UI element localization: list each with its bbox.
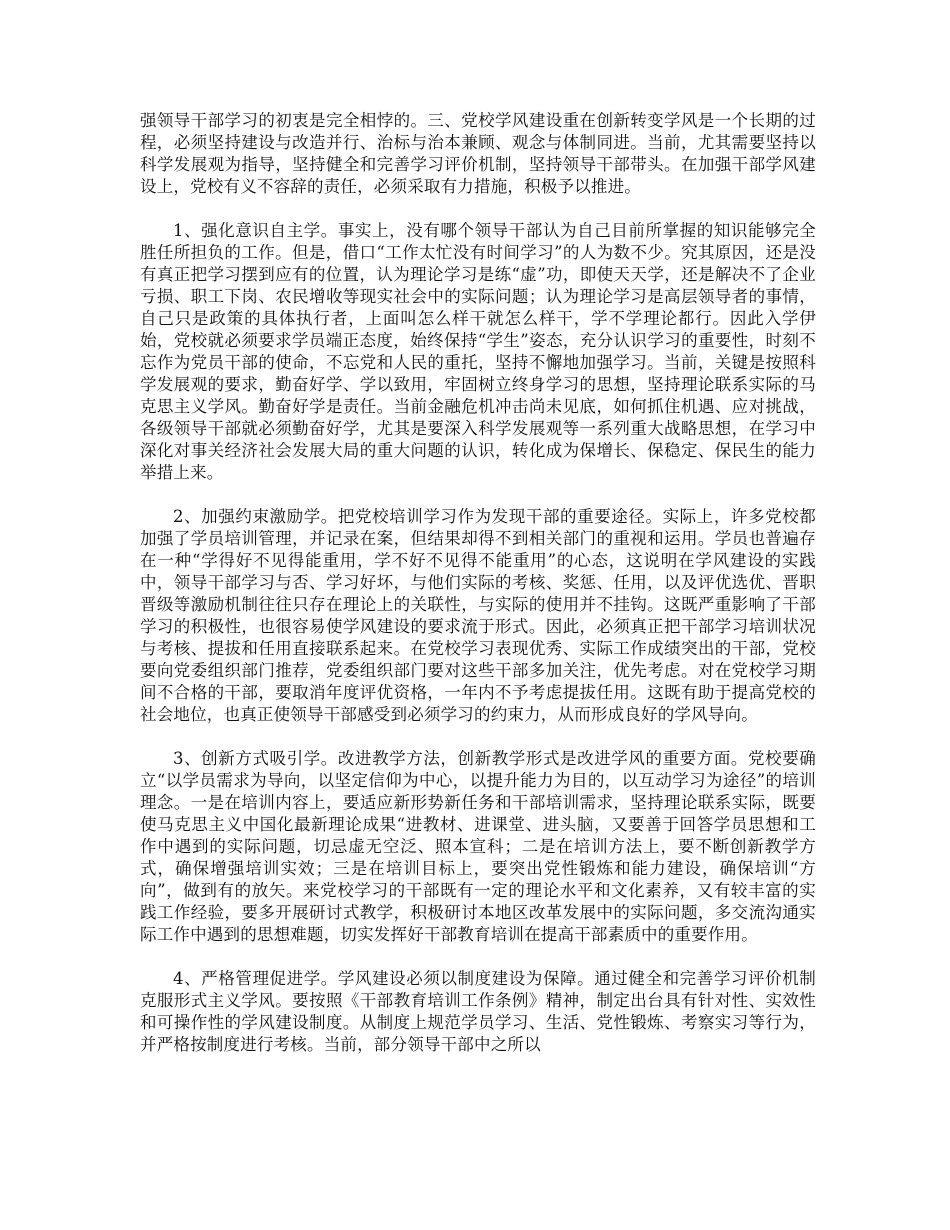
paragraph-intro: 强领导干部学习的初衷是完全相悖的。三、党校学风建设重在创新转变学风是一个长期的过程，必须坚持建设与改造并行、治标与治本兼顾、观念与体制同进。当前，尤其需要坚持以科学发展观为指导，坚持健全和完善学习评价机制，坚持领导干部带头。在加强干部学风建设上，党校有义不容辞的责任，必须采取有力措施，积极予以推进。: [140, 111, 816, 196]
paragraph-item-3: 3、创新方式吸引学。改进教学方法，创新教学形式是改进学风的重要方面。党校要确立“以学员需求为导向，以坚定信仰为中心，以提升能力为目的，以互动学习为途径”的培训理念。一是在培训内容上，要适应新形势新任务和干部培训需求，坚持理论联系实际，既要使马克思主义中国化最新理论成果“进教材、进课堂、进头脑，又要善于回答学员思想和工作中遇到的实际问题，切忌虚无空泛、照本宣科；二是在培训方法上，要不断创新教学方式，确保增强培训实效；三是在培训目标上，要突出党性锻炼和能力建设，确保培训“方向”，做到有的放矢。来党校学习的干部既有一定的理论水平和文化素养，又有较丰富的实践工作经验，要多开展研讨式教学，积极研讨本地区改革发展中的实际问题，多交流沟通实际工作中遇到的思想难题，切实发挥好干部教育培训在提高干部素质中的重要作用。: [140, 749, 816, 944]
paragraph-item-2: 2、加强约束激励学。把党校培训学习作为发现干部的重要途径。实际上，许多党校都加强了学员培训管理，并记录在案，但结果却得不到相关部门的重视和运用。学员也普遍存在一种“学得好不见得能重用，学不好不见得不能重用”的心态，这说明在学风建设的实践中，领导干部学习与否、学习好坏，与他们实际的考核、奖惩、任用，以及评优选优、晋职晋级等激励机制往往只存在理论上的关联性，与实际的使用并不挂钩。这既严重影响了干部学习的积极性，也很容易使学风建设的要求流于形式。因此，必须真正把干部学习培训状况与考核、提拔和任用直接联系起来。在党校学习表现优秀、实际工作成绩突出的干部，党校要向党委组织部门推荐，党委组织部门要对这些干部多加关注，优先考虑。对在党校学习期间不合格的干部，要取消年度评优资格，一年内不予考虑提拔任用。这既有助于提高党校的社会地位，也真正使领导干部感受到必须学习的约束力，从而形成良好的学风导向。: [140, 507, 816, 724]
document-page: [140, 110, 816, 1078]
paragraph-item-1: 1、强化意识自主学。事实上，没有哪个领导干部认为自己目前所掌握的知识能够完全胜任所担负的工作。但是，借口“工作太忙没有时间学习”的人为数不少。究其原因，还是没有真正把学习摆到应有的位置，认为理论学习是练“虚”功，即使天天学，还是解决不了企业亏损、职工下岗、农民增收等现实社会中的实际问题；认为理论学习是高层领导者的事情，自己只是政策的具体执行者，上面叫怎么样干就怎么样干，学不学理论都行。因此入学伊始，党校就必须要求学员端正态度，始终保持“学生”姿态，充分认识学习的重要性，时刻不忘作为党员干部的使命，不忘党和人民的重托，坚持不懈地加强学习。当前，关键是按照科学发展观的要求，勤奋好学、学以致用，牢固树立终身学习的思想，坚持理论联系实际的马克思主义学风。勤奋好学是责任。当前金融危机冲击尚未见底，如何抓住机遇、应对挑战，各级领导干部就必须勤奋好学，尤其是要深入科学发展观等一系列重大战略思想，在学习中深化对事关经济社会发展大局的重大问题的认识，转化成为保增长、保稳定、保民生的能力举措上来。: [140, 221, 816, 482]
paragraph-item-4: 4、严格管理促进学。学风建设必须以制度建设为保障。通过健全和完善学习评价机制克服形式主义学风。要按照《干部教育培训工作条例》精神，制定出台具有针对性、实效性和可操作性的学风建设制度。从制度上规范学员学习、生活、党性锻炼、考察实习等行为，并严格按制度进行考核。当前，部分领导干部中之所以: [140, 969, 816, 1054]
